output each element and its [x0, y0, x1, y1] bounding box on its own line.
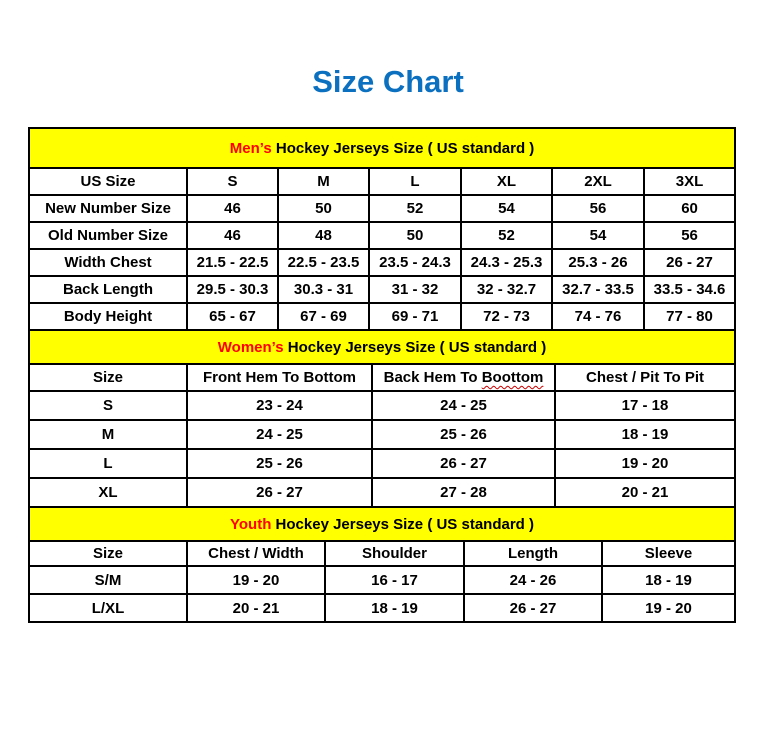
table-cell: 46	[187, 195, 278, 222]
table-cell: 30.3 - 31	[278, 276, 369, 303]
column-header: XL	[461, 168, 552, 195]
column-header: Size	[29, 541, 187, 566]
table-row	[29, 303, 735, 330]
column-header: 2XL	[552, 168, 644, 195]
row-label: Body Height	[29, 303, 187, 330]
table-cell: 52	[461, 222, 552, 249]
row-label: Back Length	[29, 276, 187, 303]
table-cell: 18 - 19	[602, 566, 735, 594]
table-cell: 50	[278, 195, 369, 222]
table-cell: 22.5 - 23.5	[278, 249, 369, 276]
table-cell: 54	[552, 222, 644, 249]
table-cell: 65 - 67	[187, 303, 278, 330]
column-header: Size	[29, 364, 187, 391]
mens-size-table	[28, 127, 736, 331]
row-label: XL	[29, 478, 187, 507]
table-cell: 18 - 19	[325, 594, 464, 622]
youth-size-table	[28, 506, 736, 623]
table-cell: 20 - 21	[187, 594, 325, 622]
table-row	[29, 566, 735, 594]
column-header: Back Hem To Boottom	[372, 364, 555, 391]
table-cell: 67 - 69	[278, 303, 369, 330]
table-cell: 27 - 28	[372, 478, 555, 507]
table-cell: 33.5 - 34.6	[644, 276, 735, 303]
table-cell: 20 - 21	[555, 478, 735, 507]
column-header: L	[369, 168, 461, 195]
table-cell: 19 - 20	[555, 449, 735, 478]
youth-banner-row	[29, 507, 735, 541]
youth-banner-text: Hockey Jerseys Size ( US standard )	[271, 515, 534, 533]
table-cell: 26 - 27	[187, 478, 372, 507]
column-header: US Size	[29, 168, 187, 195]
table-cell: 56	[644, 222, 735, 249]
row-label: L/XL	[29, 594, 187, 622]
mens-section-banner	[29, 128, 735, 168]
table-cell: 29.5 - 30.3	[187, 276, 278, 303]
table-row	[29, 420, 735, 449]
table-cell: 72 - 73	[461, 303, 552, 330]
womens-column-header-row	[29, 364, 735, 391]
table-cell: 16 - 17	[325, 566, 464, 594]
womens-size-table	[28, 329, 736, 508]
table-cell: 23 - 24	[187, 391, 372, 420]
table-cell: 60	[644, 195, 735, 222]
table-row	[29, 222, 735, 249]
table-cell: 26 - 27	[464, 594, 602, 622]
table-cell: 74 - 76	[552, 303, 644, 330]
table-cell: 25.3 - 26	[552, 249, 644, 276]
table-cell: 25 - 26	[372, 420, 555, 449]
column-header: 3XL	[644, 168, 735, 195]
table-row	[29, 249, 735, 276]
table-cell: 17 - 18	[555, 391, 735, 420]
table-cell: 32.7 - 33.5	[552, 276, 644, 303]
row-label: S/M	[29, 566, 187, 594]
table-cell: 31 - 32	[369, 276, 461, 303]
table-cell: 24 - 25	[187, 420, 372, 449]
row-label: Width Chest	[29, 249, 187, 276]
table-cell: 77 - 80	[644, 303, 735, 330]
row-label: Old Number Size	[29, 222, 187, 249]
mens-column-header-row	[29, 168, 735, 195]
mens-banner-text: Hockey Jerseys Size ( US standard )	[271, 139, 535, 157]
table-cell: 56	[552, 195, 644, 222]
table-row	[29, 195, 735, 222]
column-header: Chest / Width	[187, 541, 325, 566]
table-row	[29, 478, 735, 507]
table-row	[29, 594, 735, 622]
table-cell: 52	[369, 195, 461, 222]
table-cell: 21.5 - 22.5	[187, 249, 278, 276]
table-cell: 50	[369, 222, 461, 249]
table-cell: 19 - 20	[602, 594, 735, 622]
column-header: Front Hem To Bottom	[187, 364, 372, 391]
table-cell: 24 - 25	[372, 391, 555, 420]
size-chart	[28, 127, 734, 623]
table-cell: 32 - 32.7	[461, 276, 552, 303]
table-cell: 18 - 19	[555, 420, 735, 449]
table-cell: 23.5 - 24.3	[369, 249, 461, 276]
womens-banner-highlight: Women’s	[217, 338, 284, 356]
table-row	[29, 449, 735, 478]
table-cell: 26 - 27	[644, 249, 735, 276]
youth-column-header-row	[29, 541, 735, 566]
table-row	[29, 391, 735, 420]
page-title: Size Chart	[312, 64, 464, 99]
table-cell: 25 - 26	[187, 449, 372, 478]
column-header: Chest / Pit To Pit	[555, 364, 735, 391]
youth-section-banner	[29, 507, 735, 541]
column-header: Length	[464, 541, 602, 566]
row-label: M	[29, 420, 187, 449]
youth-banner-highlight: Youth	[230, 515, 272, 533]
table-cell: 48	[278, 222, 369, 249]
table-row	[29, 276, 735, 303]
column-header: Shoulder	[325, 541, 464, 566]
womens-section-banner	[29, 330, 735, 364]
row-label: S	[29, 391, 187, 420]
column-header: Sleeve	[602, 541, 735, 566]
table-cell: 24 - 26	[464, 566, 602, 594]
table-cell: 26 - 27	[372, 449, 555, 478]
table-cell: 19 - 20	[187, 566, 325, 594]
column-header: S	[187, 168, 278, 195]
table-cell: 46	[187, 222, 278, 249]
column-header: M	[278, 168, 369, 195]
womens-banner-text: Hockey Jerseys Size ( US standard )	[283, 338, 547, 356]
table-cell: 69 - 71	[369, 303, 461, 330]
mens-banner-highlight: Men’s	[229, 139, 272, 157]
table-cell: 24.3 - 25.3	[461, 249, 552, 276]
misspelled-word: Boottom	[481, 369, 544, 386]
row-label: L	[29, 449, 187, 478]
table-cell: 54	[461, 195, 552, 222]
row-label: New Number Size	[29, 195, 187, 222]
womens-banner-row	[29, 330, 735, 364]
mens-banner-row	[29, 128, 735, 168]
